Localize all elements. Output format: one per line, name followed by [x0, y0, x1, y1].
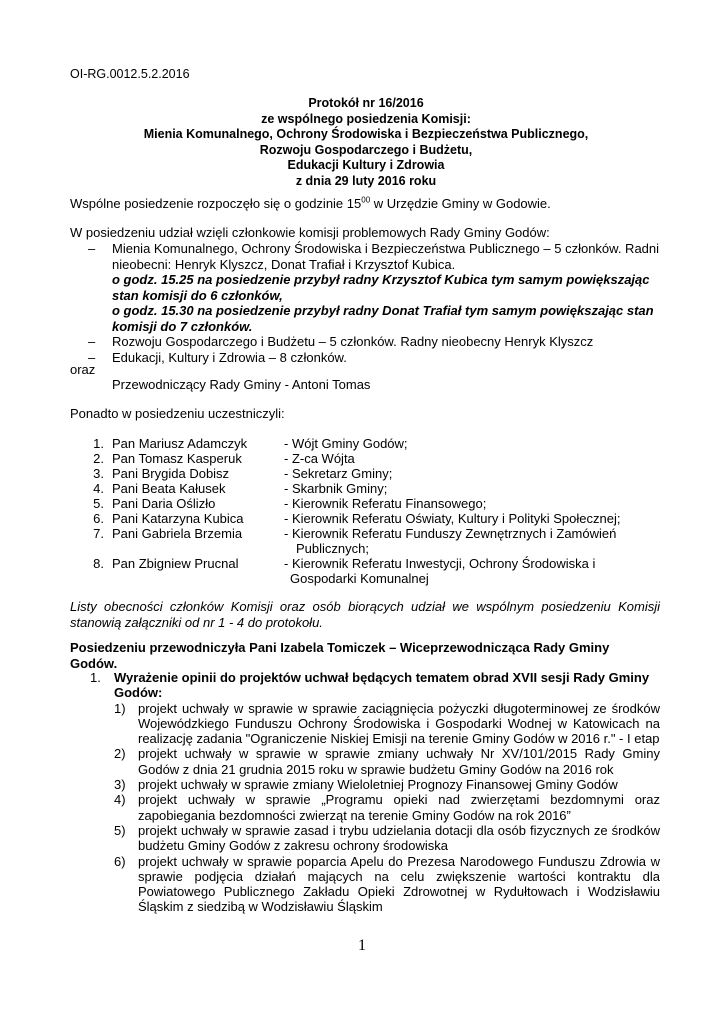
page-number: 1: [358, 937, 366, 954]
resolution-item: [114, 823, 660, 854]
title-line: Mienia Komunalnego, Ochrony Środowiska i Bezpieczeństwa Publicznego,: [143, 127, 589, 142]
attendee-name: Pani Daria Oślizło: [112, 496, 216, 511]
members-intro: W posiedzeniu udział wzięli członkowie komisji problemowych Rady Gminy Godów:: [70, 225, 550, 240]
commission-text: Rozwoju Gospodarczego i Budżetu – 5 członków. Radny nieobecny Henryk Klyszcz: [112, 334, 594, 349]
agenda-item-title: Wyrażenie opinii do projektów uchwał będących tematem obrad XVII sesji Rady Gminy Godów:: [114, 670, 650, 701]
attendee-role: - Sekretarz Gminy;: [284, 466, 393, 481]
title-line: ze wspólnego posiedzenia Komisji:: [261, 111, 471, 126]
attendee-name: Pani Beata Kałusek: [112, 481, 226, 496]
commission-list: [88, 241, 660, 365]
agenda-item-number: 1.: [90, 670, 101, 685]
attendee-role-continued: Gospodarki Komunalnej: [290, 571, 429, 586]
attendee-role: - Kierownik Referatu Funduszy Zewnętrznych i Zamówień: [284, 526, 617, 541]
document-title: [70, 96, 662, 190]
opening-paragraph: [70, 196, 660, 212]
commission-text: Mienia Komunalnego, Ochrony Środowiska i Bezpieczeństwa Publicznego – 5 członków. Radni nieobecni: Henryk Klyszcz, Donat Trafiał i Krzysztof Kubica.: [112, 241, 660, 272]
attendee-role: - Z-ca Wójta: [284, 451, 355, 466]
opening-text-end: w Urzędzie Gminy w Godowie.: [370, 196, 551, 211]
commission-note: o godz. 15.30 na posiedzenie przybył radny Donat Trafiał tym samym powiększając stan komisji do 7 członków.: [112, 303, 654, 334]
attendee-name: Pan Zbigniew Prucnal: [112, 556, 239, 571]
list-dash: –: [88, 241, 96, 256]
commission-text: Edukacji, Kultury i Zdrowia – 8 członków.: [112, 349, 347, 365]
attendee-name: Pan Mariusz Adamczyk: [112, 436, 248, 451]
title-line: z dnia 29 luty 2016 roku: [295, 173, 437, 188]
resolution-text: projekt uchwały w sprawie w sprawie zaciągnięcia pożyczki długoterminowej ze środków Wojewódzkiego Funduszu Ochrony Środowiska i Gospodarki Wodnej w Katowicach na realizację zadania "Ograniczenie Niskiej Emisji na terenie Gminy Godów w 2016 r." - I etap: [138, 700, 660, 747]
list-dash: –: [88, 334, 96, 349]
commission-note: o godz. 15.25 na posiedzenie przybył radny Krzysztof Kubica tym samym powiększając stan komisji do 6 członków,: [112, 272, 650, 303]
resolution-item: [114, 746, 660, 777]
attendee-role: - Kierownik Referatu Finansowego;: [284, 496, 487, 511]
attendee-role: - Wójt Gminy Godów;: [284, 436, 408, 451]
list-dash: –: [88, 349, 96, 365]
opening-time-sup: 00: [361, 195, 371, 205]
resolution-text: projekt uchwały w sprawie w sprawie zmiany uchwały Nr XV/101/2015 Rady Gminy Godów z dnia 21 grudnia 2015 roku w sprawie budżetu Gminy Godów na 2016 rok: [138, 746, 660, 777]
title-line: Protokół nr 16/2016: [308, 96, 424, 110]
agenda-item: [90, 670, 660, 915]
commission-item: [88, 334, 660, 350]
attendee-name: Pani Gabriela Brzemia: [112, 526, 243, 541]
resolution-number: 3): [114, 777, 126, 793]
attendee-name: Pan Tomasz Kasperuk: [112, 451, 242, 466]
attendee-number: 7.: [93, 526, 104, 541]
attendees-intro: Ponadto w posiedzeniu uczestniczyli:: [70, 406, 285, 421]
commission-item: [88, 241, 660, 334]
attendee-role-continued: Publicznych;: [296, 541, 369, 556]
opening-text: Wspólne posiedzenie rozpoczęło się o godzinie 15: [70, 196, 362, 211]
resolution-number: 1): [114, 700, 126, 716]
resolution-text: projekt uchwały w sprawie zmiany Wieloletniej Prognozy Finansowej Gminy Godów: [138, 777, 618, 793]
oraz-label: oraz: [70, 362, 96, 377]
attendee-role: - Kierownik Referatu Oświaty, Kultury i Polityki Społecznej;: [284, 511, 621, 526]
resolution-text: projekt uchwały w sprawie zasad i trybu udzielania dotacji dla osób fizycznych ze środków budżetu Gminy Godów z zakresu ochrony środowiska: [138, 822, 660, 854]
attendee-number: 1.: [93, 436, 104, 451]
resolution-item: [114, 701, 660, 747]
chairman-line: Przewodniczący Rady Gminy - Antoni Tomas: [112, 377, 371, 392]
attendee-number: 8.: [93, 556, 104, 571]
chair-line: Posiedzeniu przewodniczyła Pani Izabela Tomiczek – Wiceprzewodnicząca Rady Gminy Godów.: [70, 640, 610, 671]
title-line: Edukacji Kultury i Zdrowia: [287, 158, 445, 173]
resolution-number: 4): [114, 792, 126, 808]
attendee-number: 2.: [93, 451, 104, 466]
attendee-number: 6.: [93, 511, 104, 526]
resolution-item: [114, 792, 660, 823]
resolution-item: [114, 854, 660, 915]
attendee-number: 3.: [93, 466, 104, 481]
resolution-list: [114, 701, 660, 915]
resolution-number: 2): [114, 746, 126, 762]
title-line: Rozwoju Gospodarczego i Budżetu,: [259, 142, 473, 157]
resolution-number: 6): [114, 853, 126, 869]
agenda-list: [90, 670, 660, 915]
resolution-item: [114, 777, 660, 792]
attendee-name: Pani Katarzyna Kubica: [112, 511, 244, 526]
attendee-number: 4.: [93, 481, 104, 496]
resolution-text: projekt uchwały w sprawie poparcia Apelu do Prezesa Narodowego Funduszu Zdrowia w sprawie podjęcia działań mających na celu zwiększenie wartości kontraktu dla Powiatowego Publicznego Zakładu Opieki Zdrowotnej w Rydułtowach i Wodzisławiu Śląskim z siedzibą w Wodzisławiu Śląskim: [138, 853, 660, 915]
attendee-name: Pani Brygida Dobisz: [112, 466, 230, 481]
attendee-role: - Kierownik Referatu Inwestycji, Ochrony Środowiska i: [284, 556, 596, 571]
attendee-role: - Skarbnik Gminy;: [284, 481, 388, 496]
document-reference: OI-RG.0012.5.2.2016: [70, 67, 190, 81]
attendee-number: 5.: [93, 496, 104, 511]
resolution-text: projekt uchwały w sprawie „Programu opieki nad zwierzętami bezdomnymi oraz zapobiegania bezdomności zwierząt na terenie Gminy Godów na rok 2016”: [138, 792, 660, 823]
resolution-number: 5): [114, 822, 126, 838]
attendance-note: Listy obecności członków Komisji oraz osób biorących udział we wspólnym posiedzeniu Komisji stanowią załączniki od nr 1 - 4 do protokołu.: [70, 599, 660, 630]
